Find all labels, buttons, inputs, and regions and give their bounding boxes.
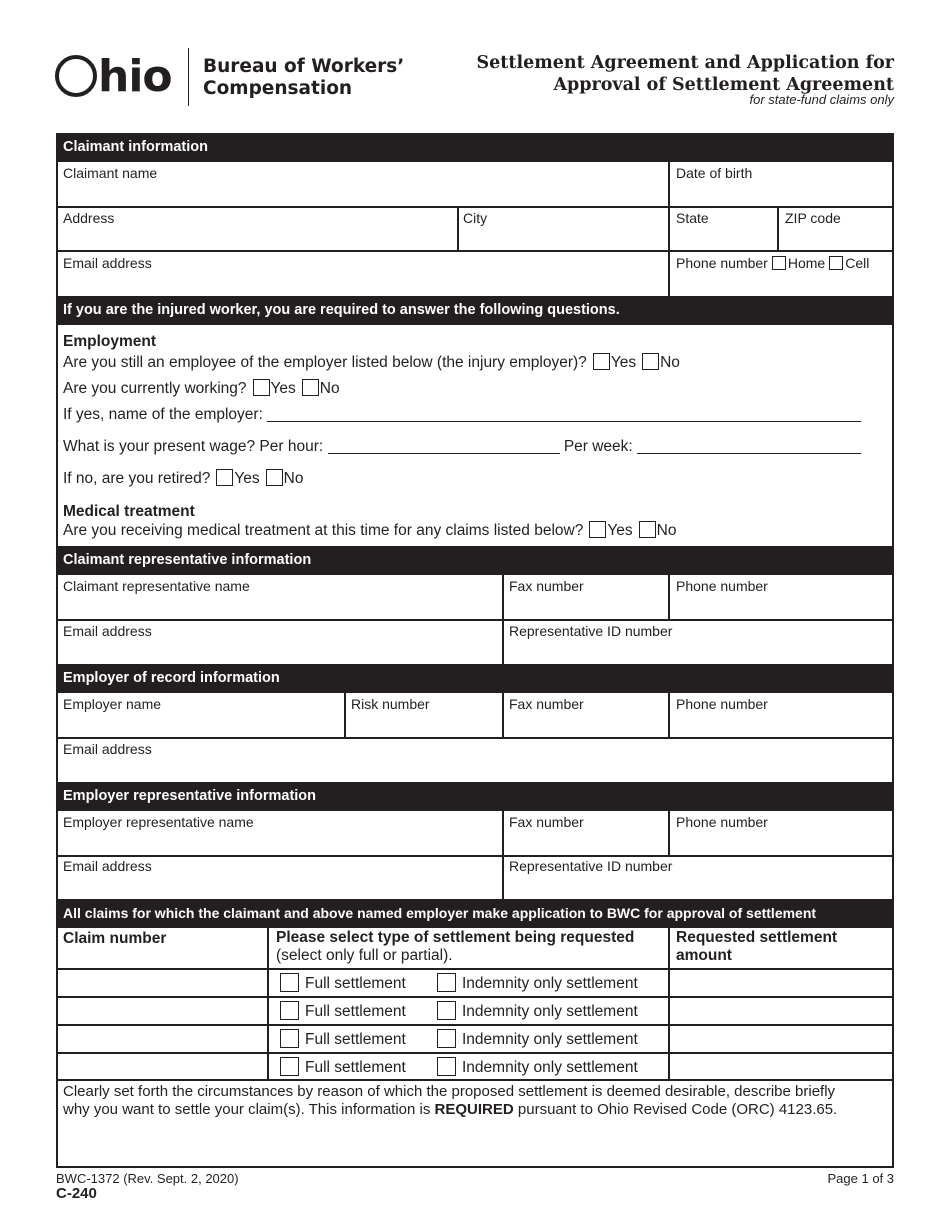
question-still-employee: Are you still an employee of the employer listed below (the injury employer)? Yes No (63, 354, 680, 371)
section-header-claimant-rep: Claimant representative information (56, 546, 894, 575)
claimant-rep-email-field[interactable]: Email address (63, 623, 152, 639)
claimant-rep-fax-field[interactable]: Fax number (509, 578, 584, 594)
divider (56, 250, 894, 252)
section-header-injured-worker: If you are the injured worker, you are required to answer the following questions. (56, 296, 894, 325)
employer-fax-field[interactable]: Fax number (509, 696, 584, 712)
page-number: Page 1 of 3 (827, 1171, 894, 1186)
form-subtitle: for state-fund claims only (749, 92, 894, 107)
still-employee-yes-checkbox[interactable] (593, 353, 610, 370)
divider (56, 206, 894, 208)
question-retired: If no, are you retired? Yes No (63, 470, 304, 487)
wage-per-week-line[interactable] (637, 438, 861, 454)
date-of-birth-field[interactable]: Date of birth (676, 165, 753, 181)
form-code: C-240 (56, 1185, 97, 1202)
divider (668, 575, 670, 620)
divider (777, 207, 779, 251)
zip-code-field[interactable]: ZIP code (785, 210, 841, 226)
medical-yes-checkbox[interactable] (589, 521, 606, 538)
question-currently-working: Are you currently working? Yes No (63, 380, 340, 397)
claim-row: Full settlement Indemnity only settlement (280, 1029, 638, 1050)
indemnity-settlement-checkbox[interactable] (437, 1001, 456, 1020)
form-id: BWC-1372 (Rev. Sept. 2, 2020) (56, 1171, 239, 1186)
circumstances-instructions[interactable]: Clearly set forth the circumstances by reason of which the proposed settlement is deemed desirable, describe briefly why you want to settle your claim(s). This information is REQUIRED pursuant to Ohio Revised Code (ORC) 4123.65. (63, 1083, 838, 1118)
phone-home-checkbox[interactable] (772, 256, 786, 270)
divider (668, 811, 670, 856)
divider (56, 1079, 894, 1081)
logo-divider (188, 48, 189, 106)
employment-title: Employment (63, 333, 157, 350)
claim-number-header: Claim number (63, 930, 167, 947)
ohio-logo-o-icon (55, 55, 97, 97)
settlement-amount-header: Requested settlement amount (676, 929, 838, 964)
section-header-employer-rep: Employer representative information (56, 782, 894, 811)
divider (344, 693, 346, 738)
divider (56, 968, 894, 970)
ohio-logo: hio (55, 52, 172, 102)
claimant-rep-phone-field[interactable]: Phone number (676, 578, 768, 594)
address-field[interactable]: Address (63, 210, 115, 226)
divider (457, 207, 459, 251)
employer-rep-fax-field[interactable]: Fax number (509, 814, 584, 830)
employer-rep-id-field[interactable]: Representative ID number (509, 858, 673, 874)
divider (502, 693, 504, 738)
divider (56, 1052, 894, 1054)
employer-rep-name-field[interactable]: Employer representative name (63, 814, 254, 830)
wage-per-hour-line[interactable] (328, 438, 560, 454)
claim-row: Full settlement Indemnity only settlement (280, 1057, 638, 1078)
claim-row: Full settlement Indemnity only settlement (280, 973, 638, 994)
currently-working-no-checkbox[interactable] (302, 379, 319, 396)
employer-risk-number-field[interactable]: Risk number (351, 696, 430, 712)
retired-yes-checkbox[interactable] (216, 469, 233, 486)
divider (56, 1024, 894, 1026)
divider (668, 928, 670, 1080)
indemnity-settlement-checkbox[interactable] (437, 973, 456, 992)
employer-email-field[interactable]: Email address (63, 741, 152, 757)
employer-name-line[interactable] (267, 406, 861, 422)
medical-no-checkbox[interactable] (639, 521, 656, 538)
claim-row: Full settlement Indemnity only settlement (280, 1001, 638, 1022)
section-header-claims: All claims for which the claimant and above named employer make application to BWC for approval of settlement (56, 899, 894, 928)
employer-phone-field[interactable]: Phone number (676, 696, 768, 712)
full-settlement-checkbox[interactable] (280, 1057, 299, 1076)
full-settlement-checkbox[interactable] (280, 973, 299, 992)
full-settlement-checkbox[interactable] (280, 1001, 299, 1020)
divider (668, 693, 670, 738)
bureau-name: Bureau of Workers’ Compensation (203, 56, 405, 99)
divider (668, 162, 670, 296)
claimant-phone-field[interactable]: Phone number Home Cell (676, 255, 870, 271)
settlement-type-header: Please select type of settlement being requested (select only full or partial). (276, 929, 635, 964)
question-wage: What is your present wage? Per hour: Per week: (63, 437, 861, 457)
claimant-rep-id-field[interactable]: Representative ID number (509, 623, 673, 639)
retired-no-checkbox[interactable] (266, 469, 283, 486)
employer-rep-email-field[interactable]: Email address (63, 858, 152, 874)
currently-working-yes-checkbox[interactable] (253, 379, 270, 396)
employer-name-field[interactable]: Employer name (63, 696, 162, 712)
question-employer-name: If yes, name of the employer: (63, 405, 881, 425)
indemnity-settlement-checkbox[interactable] (437, 1057, 456, 1076)
section-header-employer: Employer of record information (56, 664, 894, 693)
section-header-claimant: Claimant information (56, 133, 894, 162)
city-field[interactable]: City (463, 210, 488, 226)
still-employee-no-checkbox[interactable] (642, 353, 659, 370)
full-settlement-checkbox[interactable] (280, 1029, 299, 1048)
divider (267, 928, 269, 1080)
claimant-rep-name-field[interactable]: Claimant representative name (63, 578, 250, 594)
divider (56, 996, 894, 998)
state-field[interactable]: State (676, 210, 709, 226)
claimant-name-field[interactable]: Claimant name (63, 165, 158, 181)
divider (56, 737, 894, 739)
form-title: Settlement Agreement and Application for Approval of Settlement Agreement (476, 53, 894, 95)
question-medical-treatment: Are you receiving medical treatment at this time for any claims listed below? Yes No (63, 522, 677, 539)
medical-treatment-title: Medical treatment (63, 503, 195, 520)
divider (56, 855, 894, 857)
divider (56, 619, 894, 621)
employer-rep-phone-field[interactable]: Phone number (676, 814, 768, 830)
indemnity-settlement-checkbox[interactable] (437, 1029, 456, 1048)
phone-cell-checkbox[interactable] (829, 256, 843, 270)
claimant-email-field[interactable]: Email address (63, 255, 152, 271)
